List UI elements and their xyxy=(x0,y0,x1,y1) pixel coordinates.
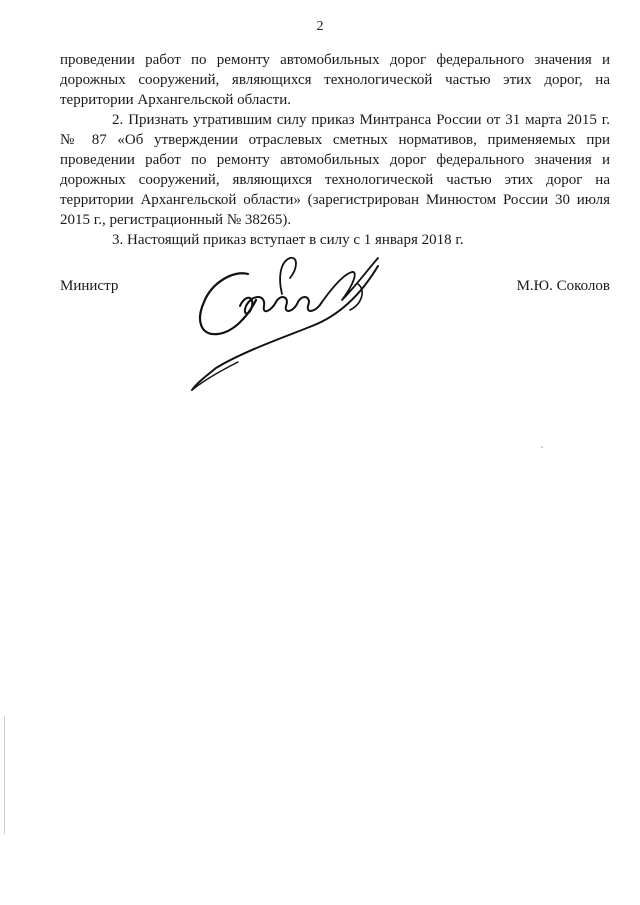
handwritten-signature xyxy=(182,244,390,396)
document-body xyxy=(60,50,610,250)
scan-speck xyxy=(541,446,543,448)
scan-edge-line xyxy=(4,716,5,834)
signature-stroke-hook xyxy=(350,284,362,310)
paragraph-2: 2. Признать утратившим силу приказ Минтранса России от 31 марта 2015 г. № 87 «Об утверждении отраслевых сметных нормативов, применяемых при проведении работ по ремонту автомобильных дорог федерального значения и дорожных сооружений, являющихся технологической частью этих дорог на территории Архангельской области» (зарегистрирован Минюстом России 30 июля 2015 г., регистрационный № 38265). xyxy=(60,112,610,228)
signature-stroke-tail xyxy=(192,362,238,390)
signature-stroke-letters xyxy=(240,297,322,314)
page-number: 2 xyxy=(316,19,324,34)
paragraph-continuation: проведении работ по ремонту автомобильных дорог федерального значения и дорожных сооружений, являющихся технологической частью этих дорог, на территории Архангельской области. xyxy=(60,52,610,108)
paragraph-3: 3. Настоящий приказ вступает в силу с 1 января 2018 г. xyxy=(112,232,464,248)
signer-title: Министр xyxy=(60,278,119,294)
signature-stroke-flourish xyxy=(280,258,296,294)
signer-name: М.Ю. Соколов xyxy=(516,278,610,294)
